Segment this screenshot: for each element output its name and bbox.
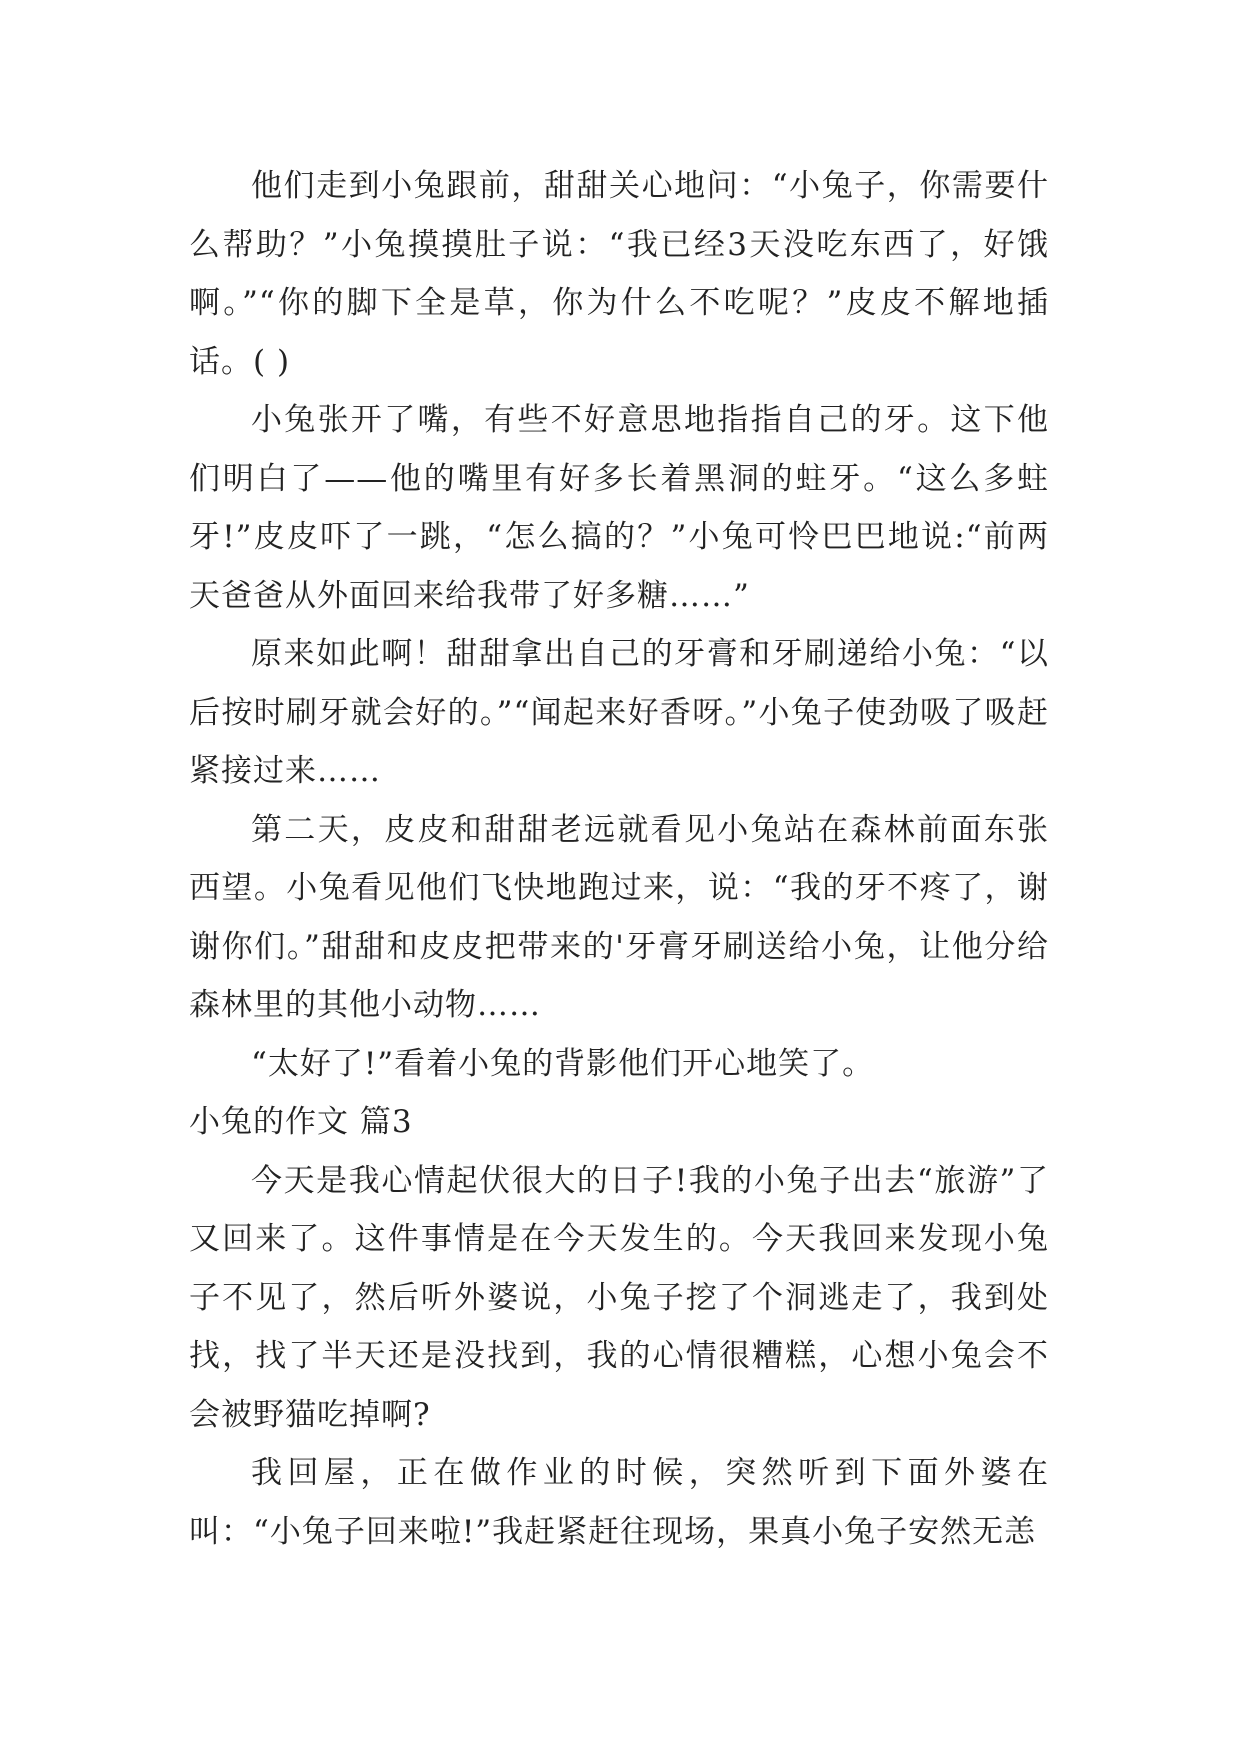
paragraph: 第二天，皮皮和甜甜老远就看见小兔站在森林前面东张西望。小兔看见他们飞快地跑过来，说：“我的牙不疼了，谢谢你们。”甜甜和皮皮把带来的'牙膏牙刷送给小兔，让他分给森林里的其他小动物…… bbox=[189, 811, 1049, 1023]
paragraph: 今天是我心情起伏很大的日子!我的小兔子出去“旅游”了又回来了。这件事情是在今天发生的。今天我回来发现小兔子不见了，然后听外婆说，小兔子挖了个洞逃走了，我到处找，找了半天还是没找到，我的心情很糟糕，心想小兔会不会被野猫吃掉啊? bbox=[189, 1162, 1049, 1433]
paragraph: 原来如此啊！甜甜拿出自己的牙膏和牙刷递给小兔：“以后按时刷牙就会好的。”“闻起来好香呀。”小兔子使劲吸了吸赶紧接过来…… bbox=[189, 636, 1049, 789]
paragraph: 他们走到小兔跟前，甜甜关心地问：“小兔子，你需要什么帮助？”小兔摸摸肚子说：“我已经3天没吃东西了，好饿啊。”“你的脚下全是草，你为什么不吃呢？”皮皮不解地插话。( ) bbox=[189, 168, 1049, 380]
document-body bbox=[189, 157, 1049, 1561]
paragraph: 我回屋，正在做作业的时候，突然听到下面外婆在叫：“小兔子回来啦!”我赶紧赶往现场，果真小兔子安然无恙 bbox=[189, 1455, 1049, 1550]
section-heading: 小兔的作文 篇3 bbox=[189, 1104, 413, 1140]
paragraph: 小兔张开了嘴，有些不好意思地指指自己的牙。这下他们明白了——他的嘴里有好多长着黑洞的蛀牙。“这么多蛀牙!”皮皮吓了一跳，“怎么搞的？”小兔可怜巴巴地说:“前两天爸爸从外面回来给我带了好多糖……” bbox=[189, 402, 1049, 614]
paragraph: “太好了!”看着小兔的背影他们开心地笑了。 bbox=[251, 1045, 875, 1082]
